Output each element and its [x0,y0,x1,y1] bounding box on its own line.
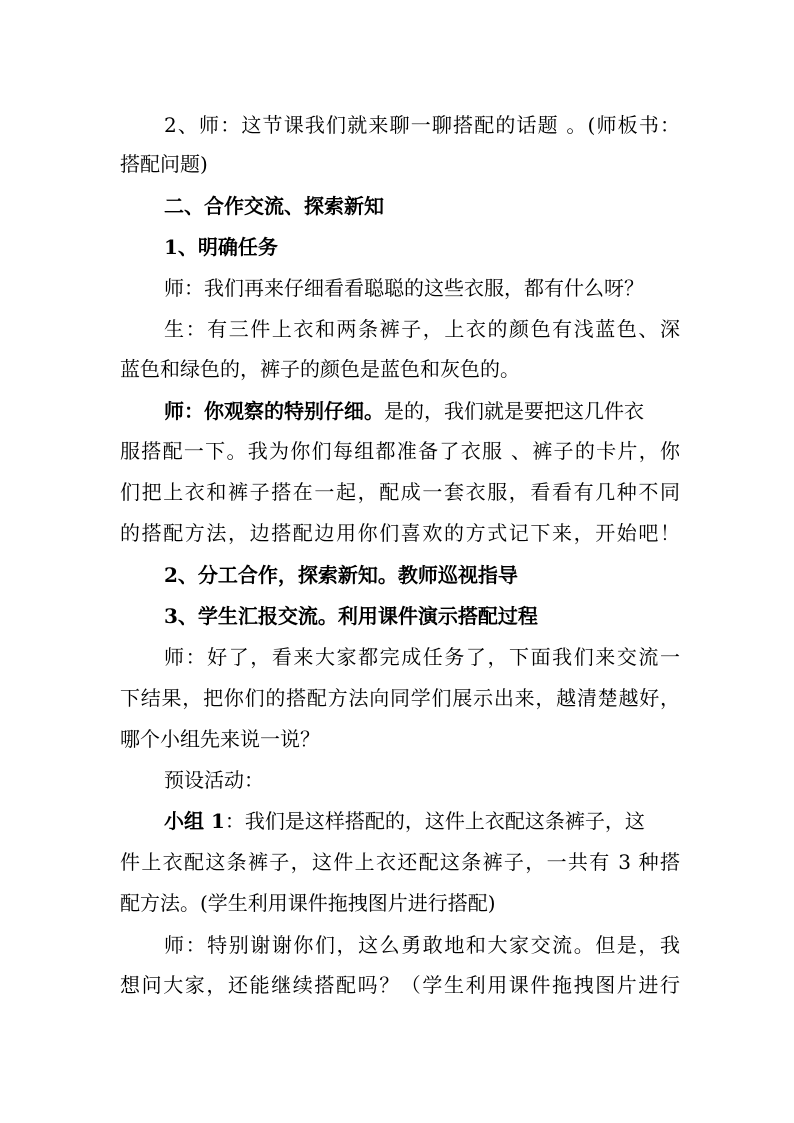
paragraph-line: 2、师：这节课我们就来聊一聊搭配的话题 。(师板书： [164,113,680,137]
paragraph-line: 蓝色和绿色的，裤子的颜色是蓝色和灰色的。 [120,357,520,381]
paragraph-line: 的搭配方法，边搭配边用你们喜欢的方式记下来，开始吧！ [120,521,680,545]
paragraph-line: 想问大家，还能继续搭配吗？（学生利用课件拖拽图片进行 [120,973,680,997]
paragraph-line: 师：我们再来仔细看看聪聪的这些衣服，都有什么呀？ [164,276,644,300]
paragraph-line: 下结果，把你们的搭配方法向同学们展示出来，越清楚越好， [120,686,680,710]
subsection-heading: 2、分工合作，探索新知。教师巡视指导 [164,563,518,587]
paragraph-text: ：我们是这样搭配的，这件上衣配这条裤子，这 [224,809,645,833]
paragraph-text: 是的，我们就是要把这几件衣 [384,399,644,423]
paragraph-line: 搭配问题) [120,152,208,176]
paragraph-line: 师：好了，看来大家都完成任务了，下面我们来交流一 [164,645,680,669]
paragraph-line: 服搭配一下。我为你们每组都准备了衣服 、裤子的卡片，你 [120,439,680,463]
subsection-heading: 1、明确任务 [164,235,278,259]
paragraph-line: 配方法。(学生利用课件拖拽图片进行搭配) [120,891,496,915]
paragraph-line [164,808,680,834]
paragraph-line [164,398,680,424]
paragraph-line: 生：有三件上衣和两条裤子，上衣的颜色有浅蓝色、深 [164,317,680,341]
paragraph-line: 哪个小组先来说一说？ [120,727,320,751]
paragraph-line: 师：特别谢谢你们，这么勇敢地和大家交流。但是，我 [164,933,680,957]
paragraph-line: 们把上衣和裤子搭在一起，配成一套衣服，看看有几种不同 [120,480,680,504]
paragraph-line: 预设活动： [164,768,264,792]
bold-lead: 师：你观察的特别仔细。 [164,399,384,423]
section-heading: 二、合作交流、探索新知 [164,194,384,218]
bold-lead: 小组 1 [164,809,225,833]
subsection-heading: 3、学生汇报交流。利用课件演示搭配过程 [164,604,538,628]
paragraph-line: 件上衣配这条裤子，这件上衣还配这条裤子，一共有 3 种搭 [120,850,680,874]
